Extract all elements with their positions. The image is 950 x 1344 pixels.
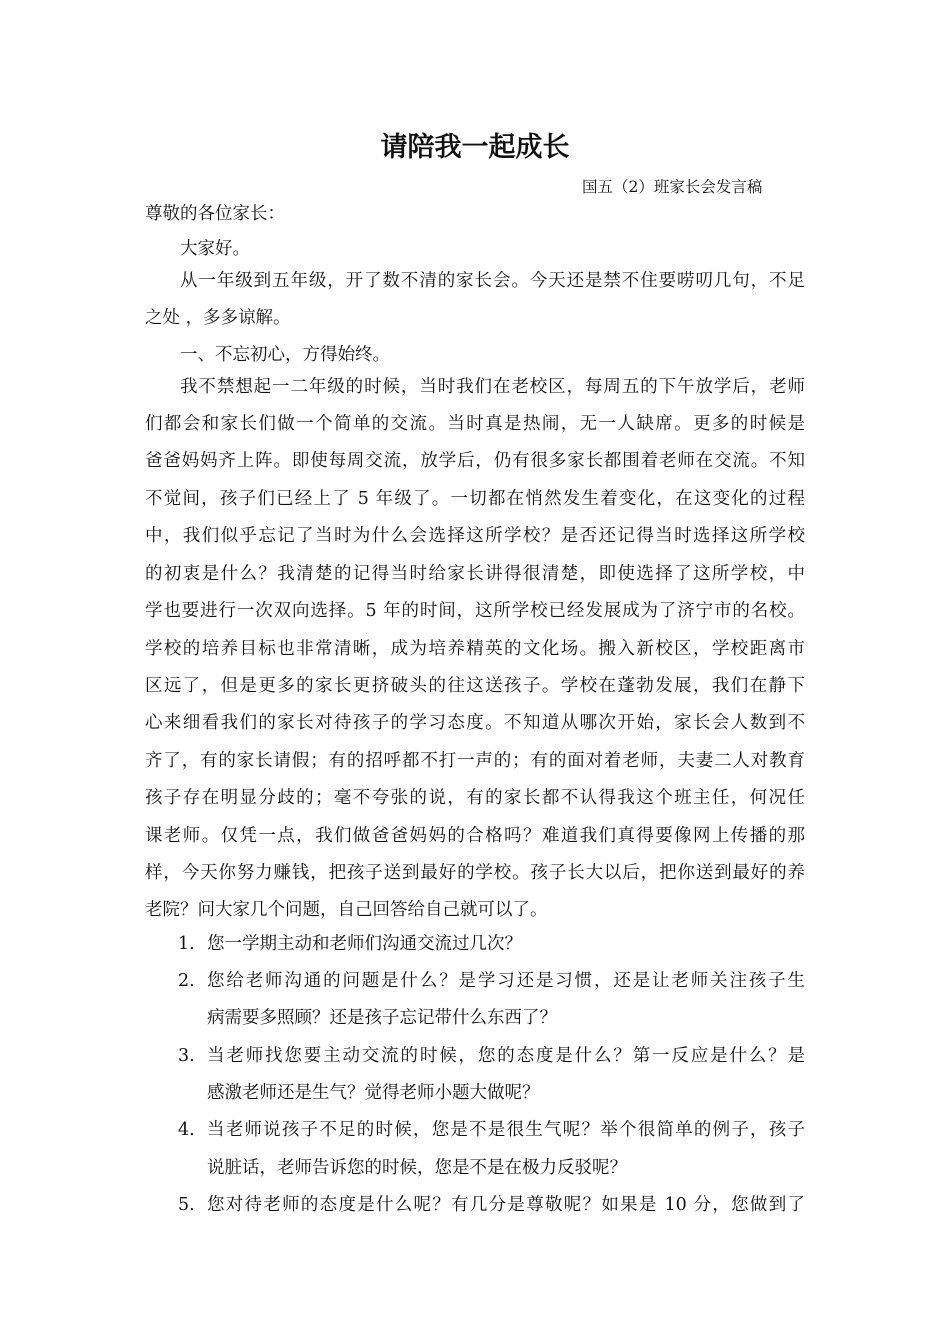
question-number: 3. xyxy=(178,1046,195,1066)
body-line: 齐了，有的家长请假；有的招呼都不打一声的；有的面对着老师，夫妻二人对教育 xyxy=(145,751,805,771)
body-line: 孩子存在明显分歧的；毫不夸张的说，有的家长都不认得我这个班主任，何况任 xyxy=(145,788,805,808)
body-line: 爸爸妈妈齐上阵。即使每周交流，放学后，仍有很多家长都围着老师在交流。不知 xyxy=(145,451,805,471)
question-text: 当老师说孩子不足的时候，您是不是很生气呢？举个很简单的例子，孩子 xyxy=(207,1120,805,1140)
intro-line: 之处 ，多多谅解。 xyxy=(145,308,291,328)
section-heading: 一、不忘初心，方得始终。 xyxy=(180,345,390,365)
question-text: 说脏话，老师告诉您的时候，您是不是在极力反驳呢？ xyxy=(207,1158,627,1178)
question-number: 1. xyxy=(178,934,195,954)
body-line: 课老师。仅凭一点，我们做爸爸妈妈的合格吗？难道我们真得要像网上传播的那 xyxy=(145,826,805,846)
greeting: 大家好。 xyxy=(180,239,250,259)
document-subtitle: 国五（2）班家长会发言稿 xyxy=(582,178,763,196)
document-title: 请陪我一起成长 xyxy=(380,132,570,163)
body-line: 学校的培养目标也非常清晰，成为培养精英的文化场。搬入新校区，学校距离市 xyxy=(145,639,805,659)
question-text: 您一学期主动和老师们沟通交流过几次？ xyxy=(207,934,522,954)
question-text: 您给老师沟通的问题是什么？是学习还是习惯，还是让老师关注孩子生 xyxy=(207,971,805,991)
question-number: 5. xyxy=(178,1195,195,1215)
body-line: 的初衷是什么？我清楚的记得当时给家长讲得很清楚，即使选择了这所学校，中 xyxy=(145,564,805,584)
body-line: 老院？问大家几个问题，自己回答给自己就可以了。 xyxy=(145,900,548,920)
body-line: 们都会和家长们做一个简单的交流。当时真是热闹，无一人缺席。更多的时候是 xyxy=(145,414,805,434)
salutation: 尊敬的各位家长： xyxy=(145,204,285,224)
question-text: 感激老师还是生气？觉得老师小题大做呢？ xyxy=(207,1083,540,1103)
body-line: 学也要进行一次双向选择。5 年的时间，这所学校已经发展成为了济宁市的名校。 xyxy=(145,601,805,621)
question-text: 您对待老师的态度是什么呢？有几分是尊敬呢？如果是 10 分，您做到了 xyxy=(207,1195,805,1215)
body-line: 心来细看我们的家长对待孩子的学习态度。不知道从哪次开始，家长会人数到不 xyxy=(145,713,805,733)
body-line: 我不禁想起一二年级的时候，当时我们在老校区，每周五的下午放学后，老师 xyxy=(180,377,805,397)
question-number: 4. xyxy=(178,1120,195,1140)
body-line: 区远了，但是更多的家长更挤破头的往这送孩子。学校在蓬勃发展，我们在静下 xyxy=(145,676,805,696)
question-text: 当老师找您要主动交流的时候，您的态度是什么？第一反应是什么？是 xyxy=(207,1046,805,1066)
body-line: 样，今天你努力赚钱，把孩子送到最好的学校。孩子长大以后，把你送到最好的养 xyxy=(145,863,805,883)
intro-line: 从一年级到五年级，开了数不清的家长会。今天还是禁不住要唠叨几句，不足 xyxy=(180,271,805,291)
body-line: 不觉间，孩子们已经上了 5 年级了。一切都在悄然发生着变化，在这变化的过程 xyxy=(145,489,805,509)
question-number: 2. xyxy=(178,971,195,991)
question-text: 病需要多照顾？还是孩子忘记带什么东西了？ xyxy=(207,1008,557,1028)
body-line: 中，我们似乎忘记了当时为什么会选择这所学校？是否还记得当时选择这所学校 xyxy=(145,526,805,546)
